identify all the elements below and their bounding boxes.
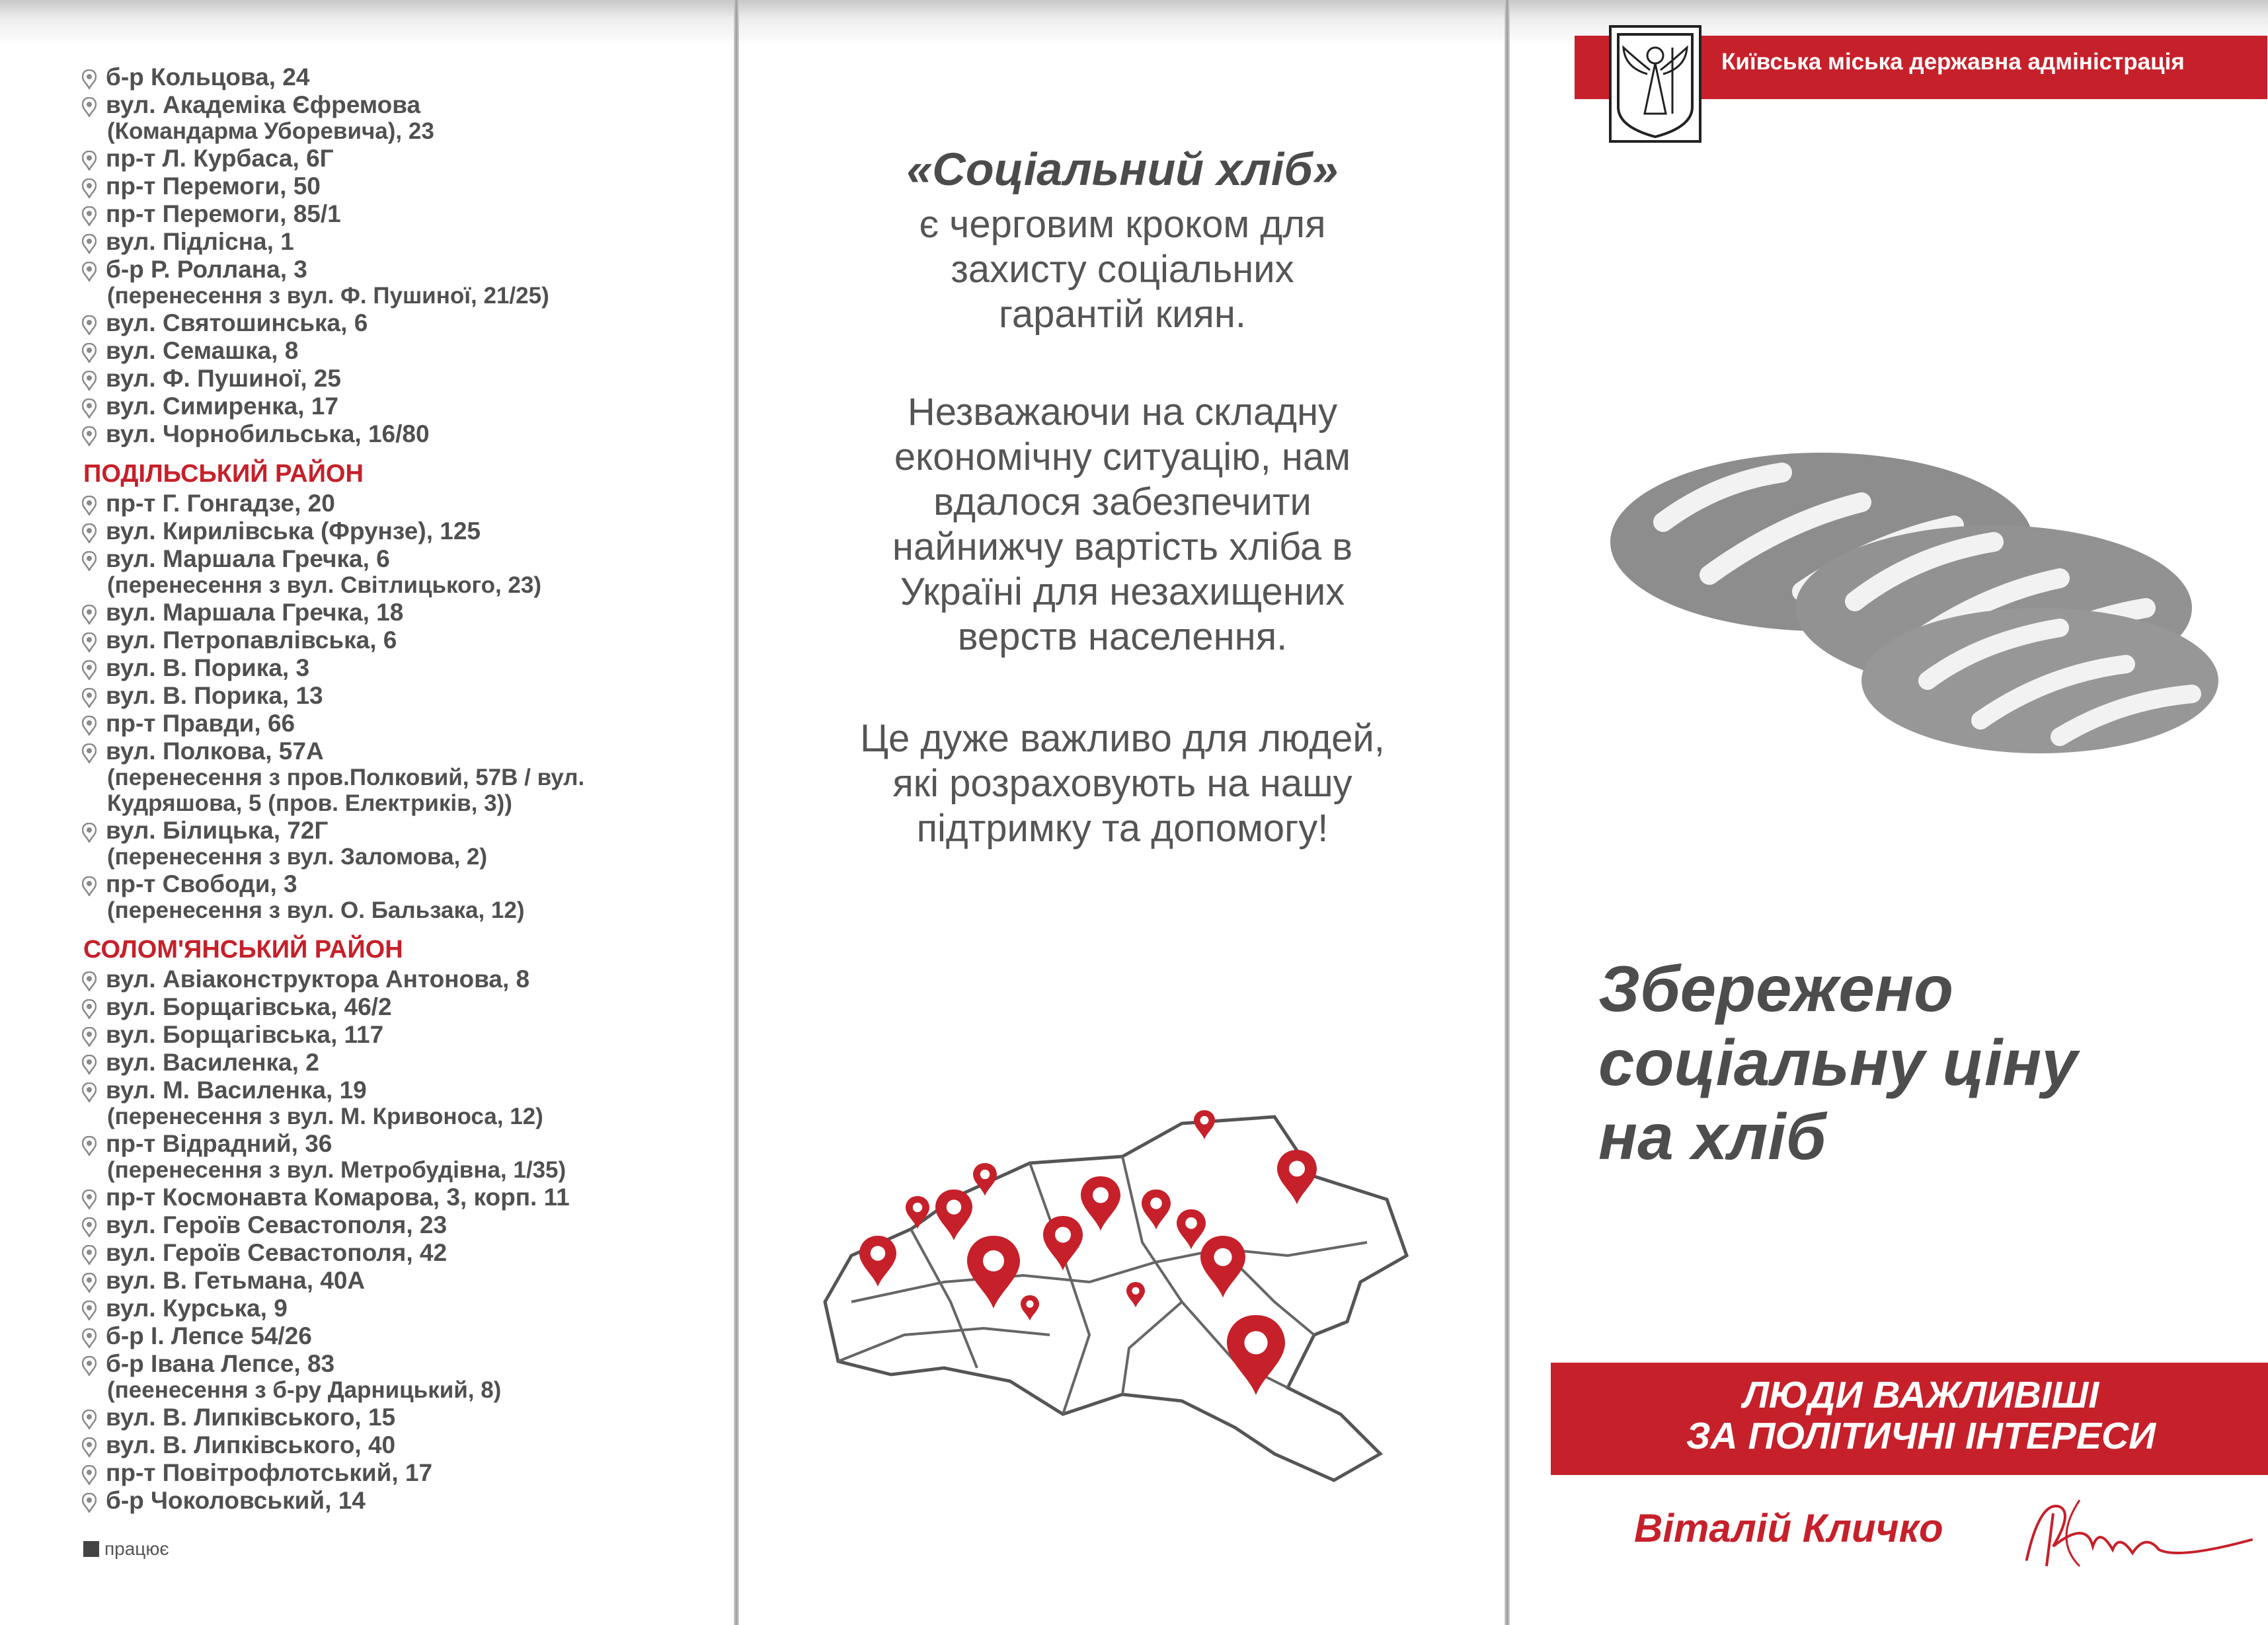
- address-item: [78, 1350, 726, 1403]
- slogan: [1590, 1375, 2251, 1456]
- address-line: вул. Петропавлівська, 6: [106, 626, 397, 654]
- location-pin-icon: [82, 176, 97, 196]
- location-pin-icon: [82, 313, 97, 333]
- address-line: б-р І. Лепсе 54/26: [106, 1322, 312, 1349]
- address-note: (перенесення з вул. Світлицького, 23): [107, 572, 542, 598]
- district-heading: ПОДІЛЬСЬКИЙ РАЙОН: [83, 460, 364, 488]
- address-line: пр-т Л. Курбаса, 6Г: [106, 145, 334, 172]
- location-pin-icon: [82, 260, 97, 280]
- address-line: вул. В. Порика, 3: [106, 654, 310, 681]
- location-pin-icon: [82, 1408, 97, 1427]
- address-note: (перенесення з вул. М. Кривоноса, 12): [107, 1104, 543, 1129]
- address-item: [78, 993, 726, 1020]
- location-pin-icon: [82, 874, 97, 894]
- map-pin-icon: [935, 1190, 972, 1240]
- headline-line: на хліб: [1598, 1100, 1826, 1173]
- headline-line: соціальну ціну: [1598, 1026, 2078, 1099]
- paragraph-line: економічну ситуацію, нам: [894, 435, 1351, 478]
- address-item: [78, 393, 726, 420]
- address-item: [78, 145, 726, 172]
- address-item: [78, 256, 726, 309]
- address-line: вул. Василенка, 2: [106, 1049, 319, 1076]
- address-item: [78, 1021, 726, 1048]
- location-pin-icon: [82, 1053, 97, 1073]
- location-pin-icon: [82, 341, 97, 361]
- paragraph-line: Україні для незахищених: [900, 570, 1345, 613]
- bread-loaf-icon: [1861, 608, 2218, 753]
- address-item: [78, 599, 726, 626]
- address-line: вул. Академіка Єфремова: [106, 91, 421, 118]
- map-pin-icon: [1126, 1282, 1145, 1308]
- address-line: вул. Святошинська, 6: [106, 309, 368, 336]
- address-line: вул. Семашка, 8: [106, 337, 299, 364]
- paragraph-line: вдалося забезпечити: [933, 480, 1311, 523]
- address-item: [78, 337, 726, 364]
- headline-line: Збережено: [1598, 952, 1953, 1025]
- location-pin-icon: [82, 397, 97, 416]
- address-item: [78, 1049, 726, 1076]
- paragraph-line: підтримку та допомогу!: [916, 807, 1329, 850]
- address-line: вул. Героїв Севастополя, 23: [106, 1211, 448, 1238]
- map-pin-icon: [973, 1163, 997, 1196]
- address-item: [78, 654, 726, 681]
- address-line: вул. Чорнобильська, 16/80: [106, 420, 430, 447]
- address-list: [78, 63, 726, 1515]
- paragraph-line: верств населення.: [957, 615, 1288, 658]
- location-pin-icon: [82, 741, 97, 761]
- location-pin-icon: [82, 67, 97, 87]
- address-line: вул. В. Гетьмана, 40А: [106, 1267, 366, 1294]
- location-pin-icon: [82, 424, 97, 444]
- location-pin-icon: [82, 1354, 97, 1374]
- address-line: вул. Маршала Гречка, 18: [106, 599, 404, 626]
- address-item: [78, 490, 726, 517]
- address-item: [78, 1211, 726, 1238]
- message-paragraph-2: [779, 390, 1466, 660]
- location-pin-icon: [82, 1491, 97, 1511]
- address-note: (перенесення з пров.Полковий, 57В / вул. Кудряшова, 5 (пров. Електриків, 3)): [107, 765, 585, 816]
- address-line: вул. В. Липківського, 40: [106, 1431, 396, 1458]
- address-item: [78, 626, 726, 654]
- address-item: [78, 1322, 726, 1349]
- address-note: (Командарма Уборевича), 23: [107, 118, 434, 144]
- message-title: «Соціальний хліб»: [906, 143, 1339, 195]
- address-line: вул. В. Липківського, 15: [106, 1404, 396, 1431]
- address-note: (перенесення з вул. Метробудівна, 1/35): [107, 1157, 567, 1183]
- address-line: вул. Білицька, 72Г: [106, 817, 329, 844]
- legend-square-icon: [83, 1541, 99, 1557]
- location-pin-icon: [82, 149, 97, 169]
- message-paragraph-3: [779, 716, 1466, 851]
- map-pin-icon: [1200, 1236, 1245, 1298]
- kyiv-coat-of-arms-icon: [1609, 25, 1701, 143]
- address-line: вул. Героїв Севастополя, 42: [106, 1239, 448, 1266]
- address-line: пр-т Перемоги, 50: [106, 172, 321, 200]
- address-item: [78, 91, 726, 144]
- map-pin-icon: [1142, 1190, 1171, 1230]
- address-line: б-р Івана Лепсе, 83: [106, 1350, 335, 1377]
- address-item: [78, 682, 726, 709]
- address-line: вул. Полкова, 57А: [106, 737, 324, 765]
- message-lead: [779, 202, 1466, 337]
- address-line: вул. В. Порика, 13: [106, 682, 323, 709]
- address-line: б-р Кольцова, 24: [106, 63, 310, 91]
- slogan-line: ЛЮДИ ВАЖЛИВІШІ: [1742, 1374, 2099, 1416]
- address-item: [78, 1239, 726, 1266]
- location-pin-icon: [82, 1299, 97, 1318]
- location-pin-icon: [82, 603, 97, 623]
- map-pin-icon: [967, 1236, 1020, 1308]
- address-line: б-р Р. Роллана, 3: [106, 256, 307, 283]
- address-line: пр-т Повітрофлотський, 17: [106, 1459, 433, 1486]
- district-heading: СОЛОМ'ЯНСЬКИЙ РАЙОН: [83, 936, 403, 964]
- slogan-line: ЗА ПОЛІТИЧНІ ІНТЕРЕСИ: [1686, 1415, 2156, 1457]
- address-note: (перенесення з вул. Заломова, 2): [107, 844, 488, 870]
- paragraph-line: Незважаючи на складну: [907, 391, 1338, 434]
- address-line: вул. М. Василенка, 19: [106, 1077, 367, 1104]
- address-line: вул. Авіаконструктора Антонова, 8: [106, 965, 530, 993]
- address-item: [78, 1431, 726, 1458]
- panel-message: [739, 0, 1506, 1625]
- address-item: [78, 172, 726, 200]
- bread-loaves-illustration: [1584, 410, 2245, 780]
- map-pin-icon: [1277, 1150, 1317, 1205]
- address-item: [78, 228, 726, 255]
- location-pin-icon: [82, 714, 97, 734]
- address-line: вул. Маршала Гречка, 6: [106, 545, 390, 572]
- address-line: пр-т Правди, 66: [106, 710, 295, 737]
- location-pin-icon: [82, 521, 97, 541]
- address-line: вул. Підлісна, 1: [106, 228, 294, 255]
- location-pin-icon: [82, 549, 97, 569]
- address-item: [78, 309, 726, 336]
- lead-line: є черговим кроком для: [919, 203, 1326, 246]
- lead-line: гарантій киян.: [999, 293, 1246, 336]
- location-pin-icon: [82, 1271, 97, 1291]
- address-item: [78, 1077, 726, 1129]
- location-pin-icon: [82, 1080, 97, 1100]
- map-pin-icon: [906, 1196, 929, 1229]
- address-line: вул. Курська, 9: [106, 1295, 288, 1322]
- location-pin-icon: [82, 95, 97, 115]
- address-note: (пеенесення з б-ру Дарницький, 8): [107, 1377, 502, 1403]
- paragraph-line: Це дуже важливо для людей,: [860, 717, 1385, 760]
- location-pin-icon: [82, 369, 97, 389]
- address-item: [78, 1459, 726, 1486]
- legend-label: працює: [104, 1538, 169, 1559]
- address-note: (перенесення з вул. О. Бальзака, 12): [107, 897, 525, 923]
- location-pin-icon: [82, 1435, 97, 1455]
- kyiv-map: [812, 1084, 1473, 1493]
- location-pin-icon: [82, 821, 97, 841]
- map-pin-icon: [1177, 1209, 1206, 1250]
- address-line: пр-т Свободи, 3: [106, 870, 297, 897]
- map-road: [1030, 1163, 1089, 1414]
- location-pin-icon: [82, 232, 97, 252]
- address-item: [78, 420, 726, 447]
- address-item: [78, 200, 726, 227]
- location-pin-icon: [82, 658, 97, 678]
- address-item: [78, 1130, 726, 1183]
- map-pin-icon: [1194, 1110, 1215, 1139]
- map-pin-icon: [859, 1236, 896, 1287]
- location-pin-icon: [82, 630, 97, 650]
- location-pin-icon: [82, 1188, 97, 1207]
- location-pin-icon: [82, 686, 97, 706]
- address-line: вул. Кирилівська (Фрунзе), 125: [106, 517, 481, 545]
- paragraph-line: які розраховують на нашу: [892, 762, 1352, 805]
- address-item: [78, 817, 726, 870]
- map-road: [851, 1242, 1367, 1302]
- location-pin-icon: [82, 1215, 97, 1235]
- address-line: вул. Борщагівська, 117: [106, 1021, 384, 1048]
- map-road: [838, 1328, 1050, 1361]
- map-road: [1122, 1302, 1182, 1394]
- map-pin-icon: [1081, 1176, 1120, 1231]
- address-item: [78, 1295, 726, 1322]
- address-line: пр-т Відрадний, 36: [106, 1130, 332, 1157]
- address-item: [78, 63, 726, 91]
- map-pin-icon: [1043, 1216, 1083, 1271]
- fold-line-1: [734, 0, 739, 1625]
- address-item: [78, 965, 726, 993]
- address-item: [78, 870, 726, 923]
- panel-addresses: [0, 0, 734, 1625]
- headline: [1598, 952, 2078, 1174]
- address-line: вул. Ф. Пушиної, 25: [106, 365, 341, 392]
- location-pin-icon: [82, 1243, 97, 1263]
- admin-name: Київська міська державна адміністрація: [1721, 49, 2185, 75]
- paragraph-line: найнижчу вартість хліба в: [892, 525, 1353, 568]
- panel-cover: [1511, 0, 2268, 1625]
- map-outline: [825, 1117, 1407, 1480]
- author-name: Віталій Кличко: [1634, 1506, 1943, 1550]
- address-line: вул. Борщагівська, 46/2: [106, 993, 392, 1020]
- location-pin-icon: [82, 1134, 97, 1154]
- location-pin-icon: [82, 1326, 97, 1346]
- location-pin-icon: [82, 494, 97, 513]
- signature-icon: [2014, 1487, 2265, 1586]
- address-line: вул. Симиренка, 17: [106, 393, 338, 420]
- address-line: пр-т Космонавта Комарова, 3, корп. 11: [106, 1184, 570, 1211]
- address-line: пр-т Перемоги, 85/1: [106, 200, 341, 227]
- address-item: [78, 545, 726, 598]
- location-pin-icon: [82, 997, 97, 1017]
- map-road: [911, 1229, 977, 1368]
- map-pin-icon: [1021, 1295, 1039, 1321]
- address-note: (перенесення з вул. Ф. Пушиної, 21/25): [107, 283, 549, 309]
- location-pin-icon: [82, 1025, 97, 1045]
- location-pin-icon: [82, 1463, 97, 1483]
- address-item: [78, 1487, 726, 1514]
- address-item: [78, 1404, 726, 1431]
- address-line: пр-т Г. Гонгадзе, 20: [106, 490, 335, 517]
- legend: [83, 1538, 169, 1560]
- address-item: [78, 737, 726, 816]
- address-item: [78, 1267, 726, 1294]
- lead-line: захисту соціальних: [951, 248, 1294, 291]
- location-pin-icon: [82, 969, 97, 989]
- location-pin-icon: [82, 204, 97, 224]
- address-item: [78, 365, 726, 392]
- address-item: [78, 517, 726, 545]
- address-item: [78, 1184, 726, 1211]
- address-line: б-р Чоколовський, 14: [106, 1487, 366, 1514]
- address-item: [78, 710, 726, 737]
